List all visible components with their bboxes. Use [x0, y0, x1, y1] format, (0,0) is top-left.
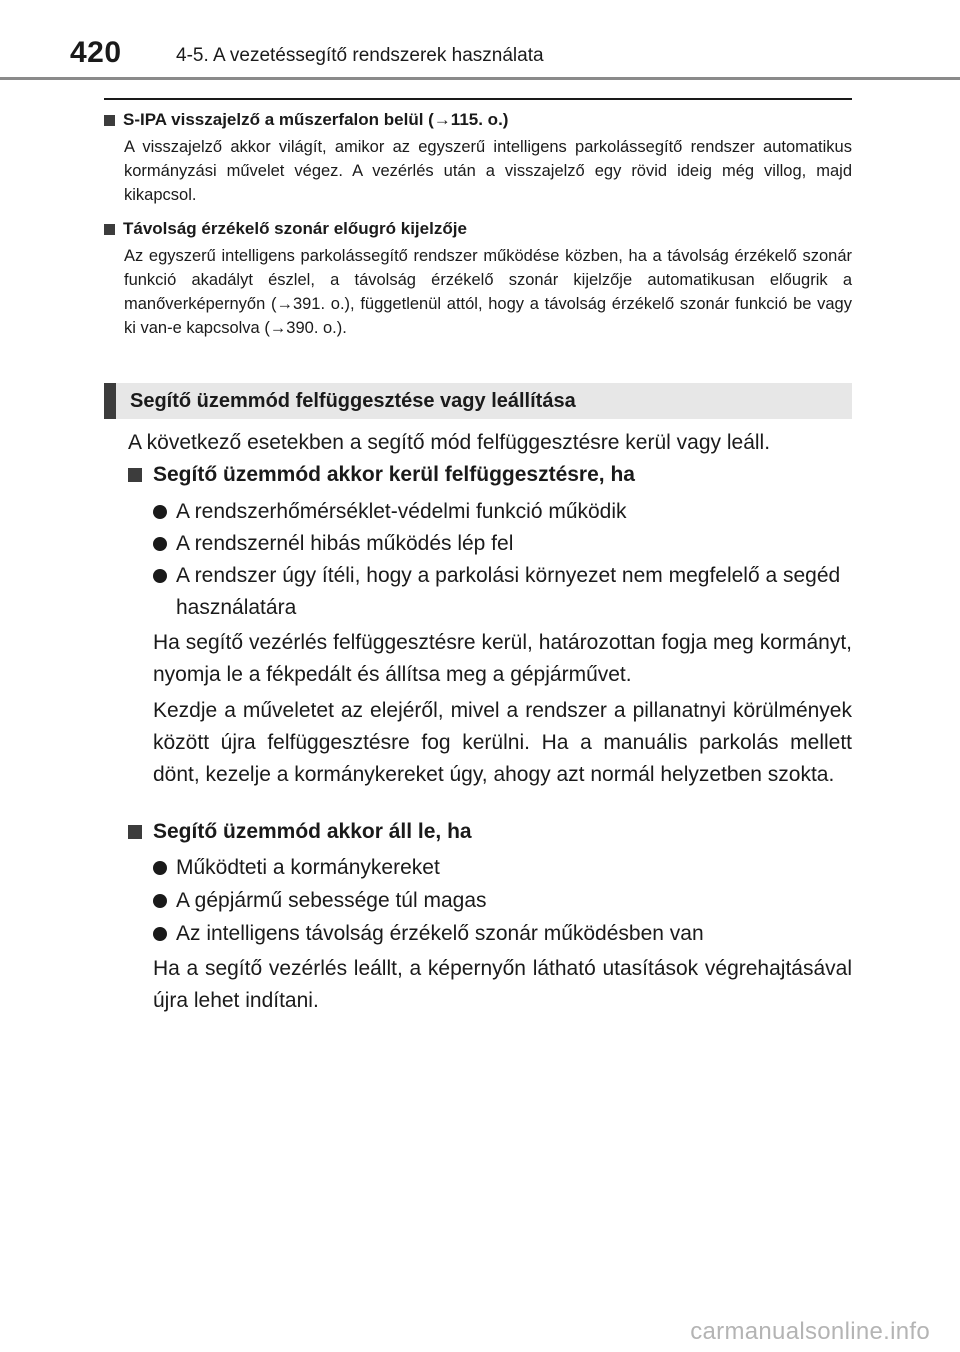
list-item: A gépjármű sebessége túl magas	[153, 885, 852, 917]
suspend-heading: Segítő üzemmód akkor kerül felfüggesztésre, ha	[153, 463, 635, 486]
section-title: Segítő üzemmód felfüggesztése vagy leállítása	[130, 390, 576, 412]
round-bullet-icon	[153, 861, 167, 875]
sonar-popup-block	[104, 219, 852, 340]
round-bullet-icon	[153, 927, 167, 941]
list-item: A rendszer úgy ítéli, hogy a parkolási környezet nem megfelelő a segéd használatára	[153, 560, 852, 624]
page-header	[0, 0, 960, 80]
section-banner	[104, 383, 852, 419]
list-item: A rendszernél hibás működés lép fel	[153, 528, 852, 560]
page-number: 420	[70, 36, 122, 69]
stop-paragraph: Ha a segítő vezérlés leállt, a képernyőn látható utasítások végrehajtásával újra lehet indítani.	[153, 957, 852, 1012]
sipa-indicator-block	[104, 110, 852, 207]
list-item: Működteti a kormánykereket	[153, 852, 852, 884]
suspend-paragraph-1: Ha segítő vezérlés felfüggesztésre kerül, határozottan fogja meg kormányt, nyomja le a fékpedált és állítsa meg a gépjárművet.	[153, 631, 852, 686]
sipa-body: A visszajelző akkor világít, amikor az egyszerű intelligens parkolássegítő rendszer automatikus kormányzási művelet végez. A vezérlés után a visszajelző egy rövid ideig még villog, majd kikapcsol.	[124, 138, 852, 204]
sonar-body: Az egyszerű intelligens parkolássegítő rendszer működése közben, ha a távolság érzékelő szonár funkció akadályt észlel, a távolság érzékelő szonár kijelzője automatikusan előugrik a manőverképernyőn (→391. o.), függetlenül attól, hogy a távolság érzékelő szonár funkció be vagy ki van-e kapcsolva (→390. o.).	[124, 247, 852, 337]
chapter-title: 4-5. A vezetéssegítő rendszerek használata	[176, 45, 544, 66]
section-intro: A következő esetekben a segítő mód felfüggesztésre kerül vagy leáll.	[128, 431, 771, 454]
header-divider	[0, 77, 960, 80]
watermark-text: carmanualsonline.info	[690, 1318, 930, 1345]
square-bullet-icon	[128, 468, 142, 482]
round-bullet-icon	[153, 569, 167, 583]
square-bullet-icon	[104, 115, 115, 126]
list-item: A rendszerhőmérséklet-védelmi funkció működik	[153, 496, 852, 528]
round-bullet-icon	[153, 505, 167, 519]
round-bullet-icon	[153, 537, 167, 551]
square-bullet-icon	[104, 224, 115, 235]
suspend-heading-row	[128, 463, 852, 487]
sonar-heading: Távolság érzékelő szonár előugró kijelzője	[123, 219, 467, 238]
round-bullet-icon	[153, 894, 167, 908]
stop-heading: Segítő üzemmód akkor áll le, ha	[153, 820, 472, 843]
list-item: Az intelligens távolság érzékelő szonár működésben van	[153, 918, 852, 950]
square-bullet-icon	[128, 825, 142, 839]
stop-heading-row	[128, 820, 852, 844]
suspend-paragraph-2: Kezdje a műveletet az elejéről, mivel a rendszer a pillanatnyi körülmények között újra felfüggesztésre fog kerülni. Ha a manuális parkolás mellett dönt, kezelje a kormánykereket úgy, ahogy azt normál helyzetben szokta.	[153, 699, 852, 786]
sipa-heading: S-IPA visszajelző a műszerfalon belül (→115. o.)	[123, 110, 509, 129]
content-top-divider	[104, 98, 852, 100]
